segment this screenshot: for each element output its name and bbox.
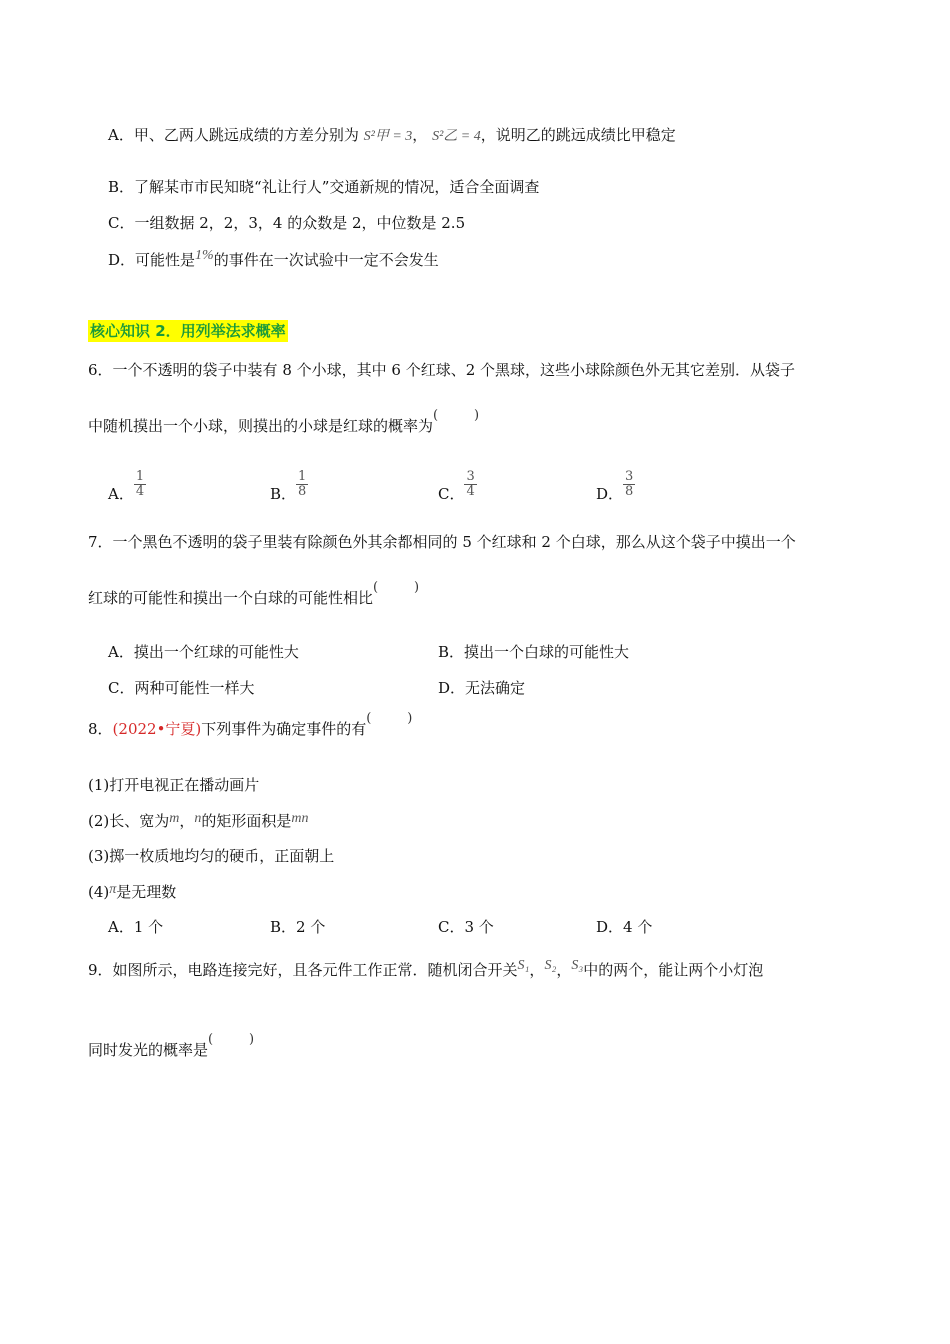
q8-option-b: B．2 个	[270, 918, 326, 936]
paren-open: (	[373, 580, 379, 595]
q8-item-4	[88, 882, 176, 904]
separator: ，	[179, 812, 195, 830]
fraction	[134, 470, 146, 499]
q5-d-text: D．可能性是	[108, 251, 196, 269]
q5-option-b: B．了解某市市民知晓“礼让行人”交通新规的情况，适合全面调查	[108, 178, 540, 196]
q9-stem-line1	[88, 960, 763, 982]
q6-option-b	[270, 469, 308, 503]
q7-option-d: D．无法确定	[438, 679, 526, 697]
var-m: m	[169, 811, 180, 826]
denominator: 4	[135, 484, 145, 499]
q7-stem-text: 红球的可能性和摸出一个白球的可能性相比	[88, 589, 374, 607]
q8-item-3: (3)掷一枚质地均匀的硬币，正面朝上	[88, 847, 335, 865]
q6-stem-text: 中随机摸出一个小球，则摸出的小球是红球的概率为	[88, 417, 434, 435]
q5-d-text-end: 的事件在一次试验中一定不会发生	[213, 251, 439, 269]
q7-option-b: B．摸出一个白球的可能性大	[438, 643, 630, 661]
variance-yi: S²乙 = 4	[432, 129, 481, 144]
fraction	[296, 470, 308, 499]
q8-option-a: A．1 个	[108, 918, 164, 936]
option-label: D．	[596, 484, 624, 503]
q8-item4-num: (4)	[88, 883, 110, 901]
q9-stem-text-end: 中的两个，能让两个小灯泡	[583, 961, 764, 979]
numerator: 1	[298, 469, 307, 484]
q6-stem-line2	[88, 408, 480, 436]
separator: ，	[412, 126, 428, 144]
option-label: A．	[108, 126, 134, 144]
q8-item2-text-end: 的矩形面积是	[201, 812, 292, 830]
q8-item-2	[88, 811, 309, 833]
option-label: B．	[270, 484, 297, 503]
q7-option-c: C．两种可能性一样大	[108, 679, 255, 697]
denominator: 8	[298, 484, 307, 499]
q6-option-a	[108, 469, 146, 503]
option-label: C．	[438, 484, 465, 503]
q5-a-text: 甲、乙两人跳远成绩的方差分别为	[133, 126, 359, 144]
var-mn: mn	[291, 811, 309, 826]
denominator: 8	[625, 484, 634, 499]
q8-stem	[88, 711, 413, 739]
q8-item2-text: (2)长、宽为	[88, 812, 170, 830]
q7-stem-line2	[88, 580, 420, 608]
q8-option-d: D．4 个	[596, 918, 653, 936]
option-label: A．	[108, 484, 134, 503]
switch-s1: S₁	[517, 958, 530, 973]
switch-s2: S₂	[544, 958, 557, 973]
question-number: 8．	[88, 720, 113, 738]
q5-option-a	[108, 125, 676, 147]
switch-s3: S₃	[571, 958, 584, 973]
q7-option-a: A．摸出一个红球的可能性大	[108, 643, 299, 661]
variance-jia: S²甲 = 3	[363, 129, 413, 144]
q8-option-c: C．3 个	[438, 918, 494, 936]
q5-option-c: C．一组数据 2，2，3，4 的众数是 2，中位数是 2.5	[108, 214, 466, 232]
q6-option-c	[438, 469, 477, 503]
percent-value: 1%	[195, 248, 214, 263]
q9-stem-line2	[88, 1032, 255, 1060]
numerator: 3	[625, 469, 634, 484]
q9-stem-text2: 同时发光的概率是	[88, 1041, 209, 1059]
paren-close: )	[248, 1032, 255, 1047]
q6-option-d	[596, 469, 635, 503]
q5-a-text-end: ，说明乙的跳远成绩比甲稳定	[480, 126, 676, 144]
numerator: 3	[466, 469, 475, 484]
paren-close: )	[473, 408, 480, 423]
section-heading: 核心知识 2．用列举法求概率	[90, 322, 286, 340]
separator: ，	[556, 961, 572, 979]
fraction	[623, 470, 635, 499]
denominator: 4	[466, 484, 475, 499]
q5-option-d	[108, 250, 439, 272]
paren-open: (	[433, 408, 439, 423]
paren-open: (	[366, 711, 372, 726]
source-tag: (2022•宁夏)	[112, 720, 202, 738]
paren-close: )	[413, 580, 420, 595]
q7-stem-line1: 7．一个黑色不透明的袋子里装有除颜色外其余都相同的 5 个红球和 2 个白球，那么从这个袋子中摸出一个	[88, 533, 796, 551]
q6-stem-line1: 6．一个不透明的袋子中装有 8 个小球，其中 6 个红球、2 个黑球，这些小球除颜色外无其它差别．从袋子	[88, 361, 796, 379]
var-n: n	[194, 811, 202, 826]
q9-stem-text: 9．如图所示，电路连接完好，且各元件工作正常．随机闭合开关	[88, 961, 518, 979]
separator: ，	[529, 961, 545, 979]
q8-item-1: (1)打开电视正在播动画片	[88, 776, 260, 794]
fraction	[464, 470, 476, 499]
numerator: 1	[135, 469, 145, 484]
q8-item4-text: 是无理数	[116, 883, 177, 901]
paren-open: (	[208, 1032, 214, 1047]
paren-close: )	[407, 711, 413, 726]
pi-symbol: π	[109, 882, 117, 897]
q8-stem-text: 下列事件为确定事件的有	[201, 720, 367, 738]
